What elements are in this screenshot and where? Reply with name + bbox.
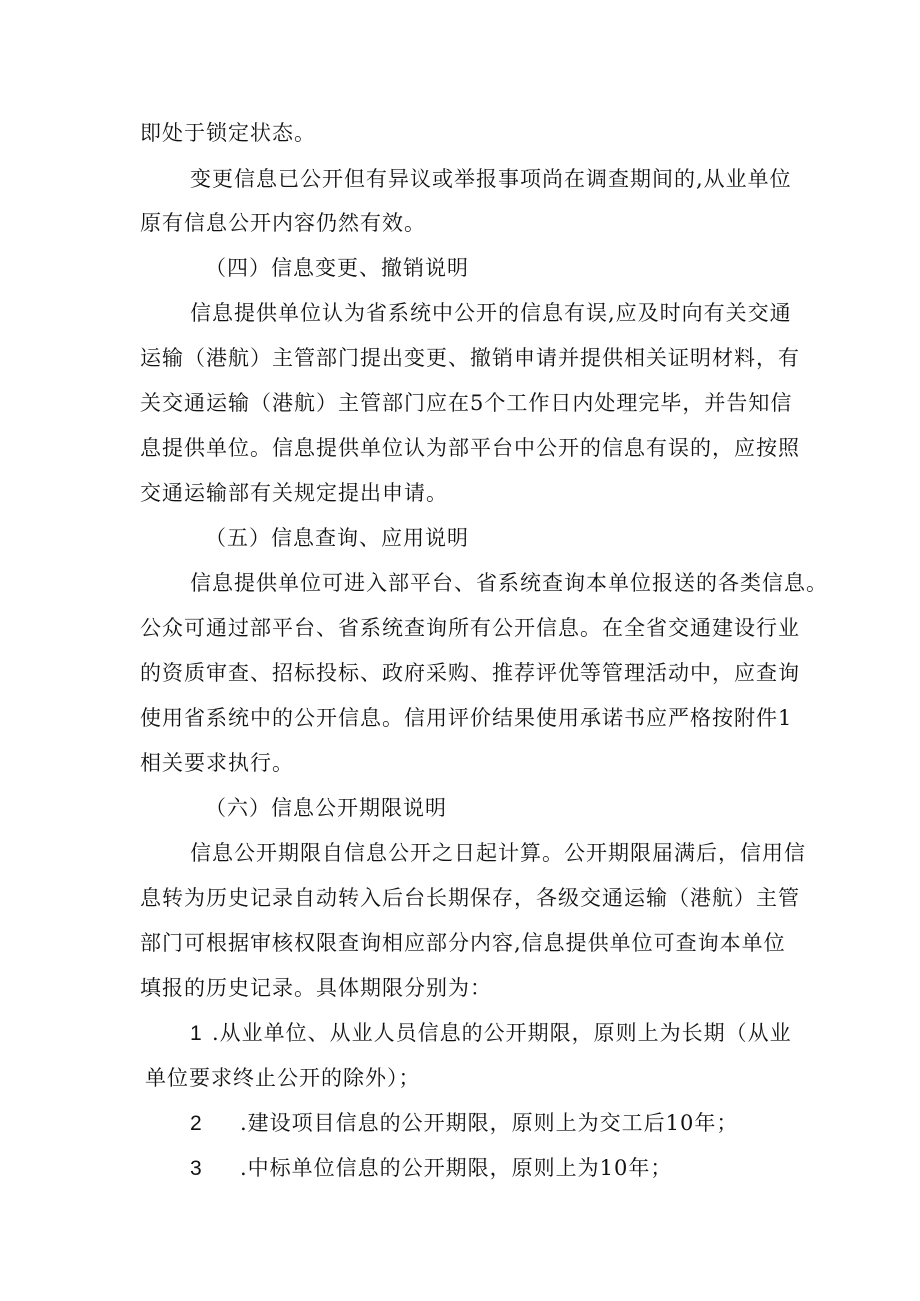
paragraph-line: 填报的历史记录。具体期限分别为：: [140, 976, 492, 1000]
paragraph-line: 即处于锁定状态。: [140, 121, 316, 145]
list-item-text: .建设项目信息的公开期限，原则上为交工后10年；: [240, 1111, 739, 1135]
list-item-number: 1: [190, 1022, 203, 1045]
paragraph-line: 使用省系统中的公开信息。信用评价结果使用承诺书应严格按附件1: [140, 706, 793, 730]
list-item-number: 3: [190, 1157, 203, 1180]
list-item: [190, 1153, 672, 1184]
paragraph-line: 信息公开期限自信息公开之日起计算。公开期限届满后，信用信: [190, 841, 806, 865]
list-item-text: .从业单位、从业人员信息的公开期限，原则上为长期（从业: [212, 1021, 792, 1045]
paragraph-line: 公众可通过部平台、省系统查询所有公开信息。在全省交通建设行业: [140, 616, 800, 640]
list-item: [190, 1018, 792, 1049]
paragraph-line: 信息提供单位可进入部平台、省系统查询本单位报送的各类信息。: [190, 571, 828, 595]
section-heading: （六）信息公开期限说明: [205, 796, 447, 820]
paragraph-line: 部门可根据审核权限查询相应部分内容,信息提供单位可查询本单位: [140, 931, 786, 955]
paragraph-line: 交通运输部有关规定提出申请。: [140, 481, 448, 505]
section-heading: （四）信息变更、撤销说明: [205, 256, 469, 280]
list-item: [190, 1108, 738, 1139]
paragraph-line: 信息提供单位认为省系统中公开的信息有误,应及时向有关交通: [190, 301, 792, 325]
list-item-number: 2: [190, 1112, 203, 1135]
paragraph-line: 的资质审查、招标投标、政府采购、推荐评优等管理活动中，应查询: [140, 661, 800, 685]
paragraph-line: 相关要求执行。: [140, 751, 294, 775]
paragraph-line: 息提供单位。信息提供单位认为部平台中公开的信息有误的，应按照: [140, 436, 800, 460]
paragraph-line: 变更信息已公开但有异议或举报事项尚在调查期间的,从业单位: [190, 167, 792, 191]
section-heading: （五）信息查询、应用说明: [205, 526, 469, 550]
paragraph-line: 关交通运输（港航）主管部门应在5个工作日内处理完毕，并告知信: [140, 391, 793, 415]
paragraph-line: 原有信息公开内容仍然有效。: [140, 211, 426, 235]
list-item-text: .中标单位信息的公开期限，原则上为10年；: [240, 1156, 673, 1180]
paragraph-line: 运输（港航）主管部门提出变更、撤销申请并提供相关证明材料，有: [140, 346, 800, 370]
list-item-continuation: 单位要求终止公开的除外）；: [145, 1066, 421, 1090]
paragraph-line: 息转为历史记录自动转入后台长期保存，各级交通运输（港航）主管: [140, 886, 800, 910]
